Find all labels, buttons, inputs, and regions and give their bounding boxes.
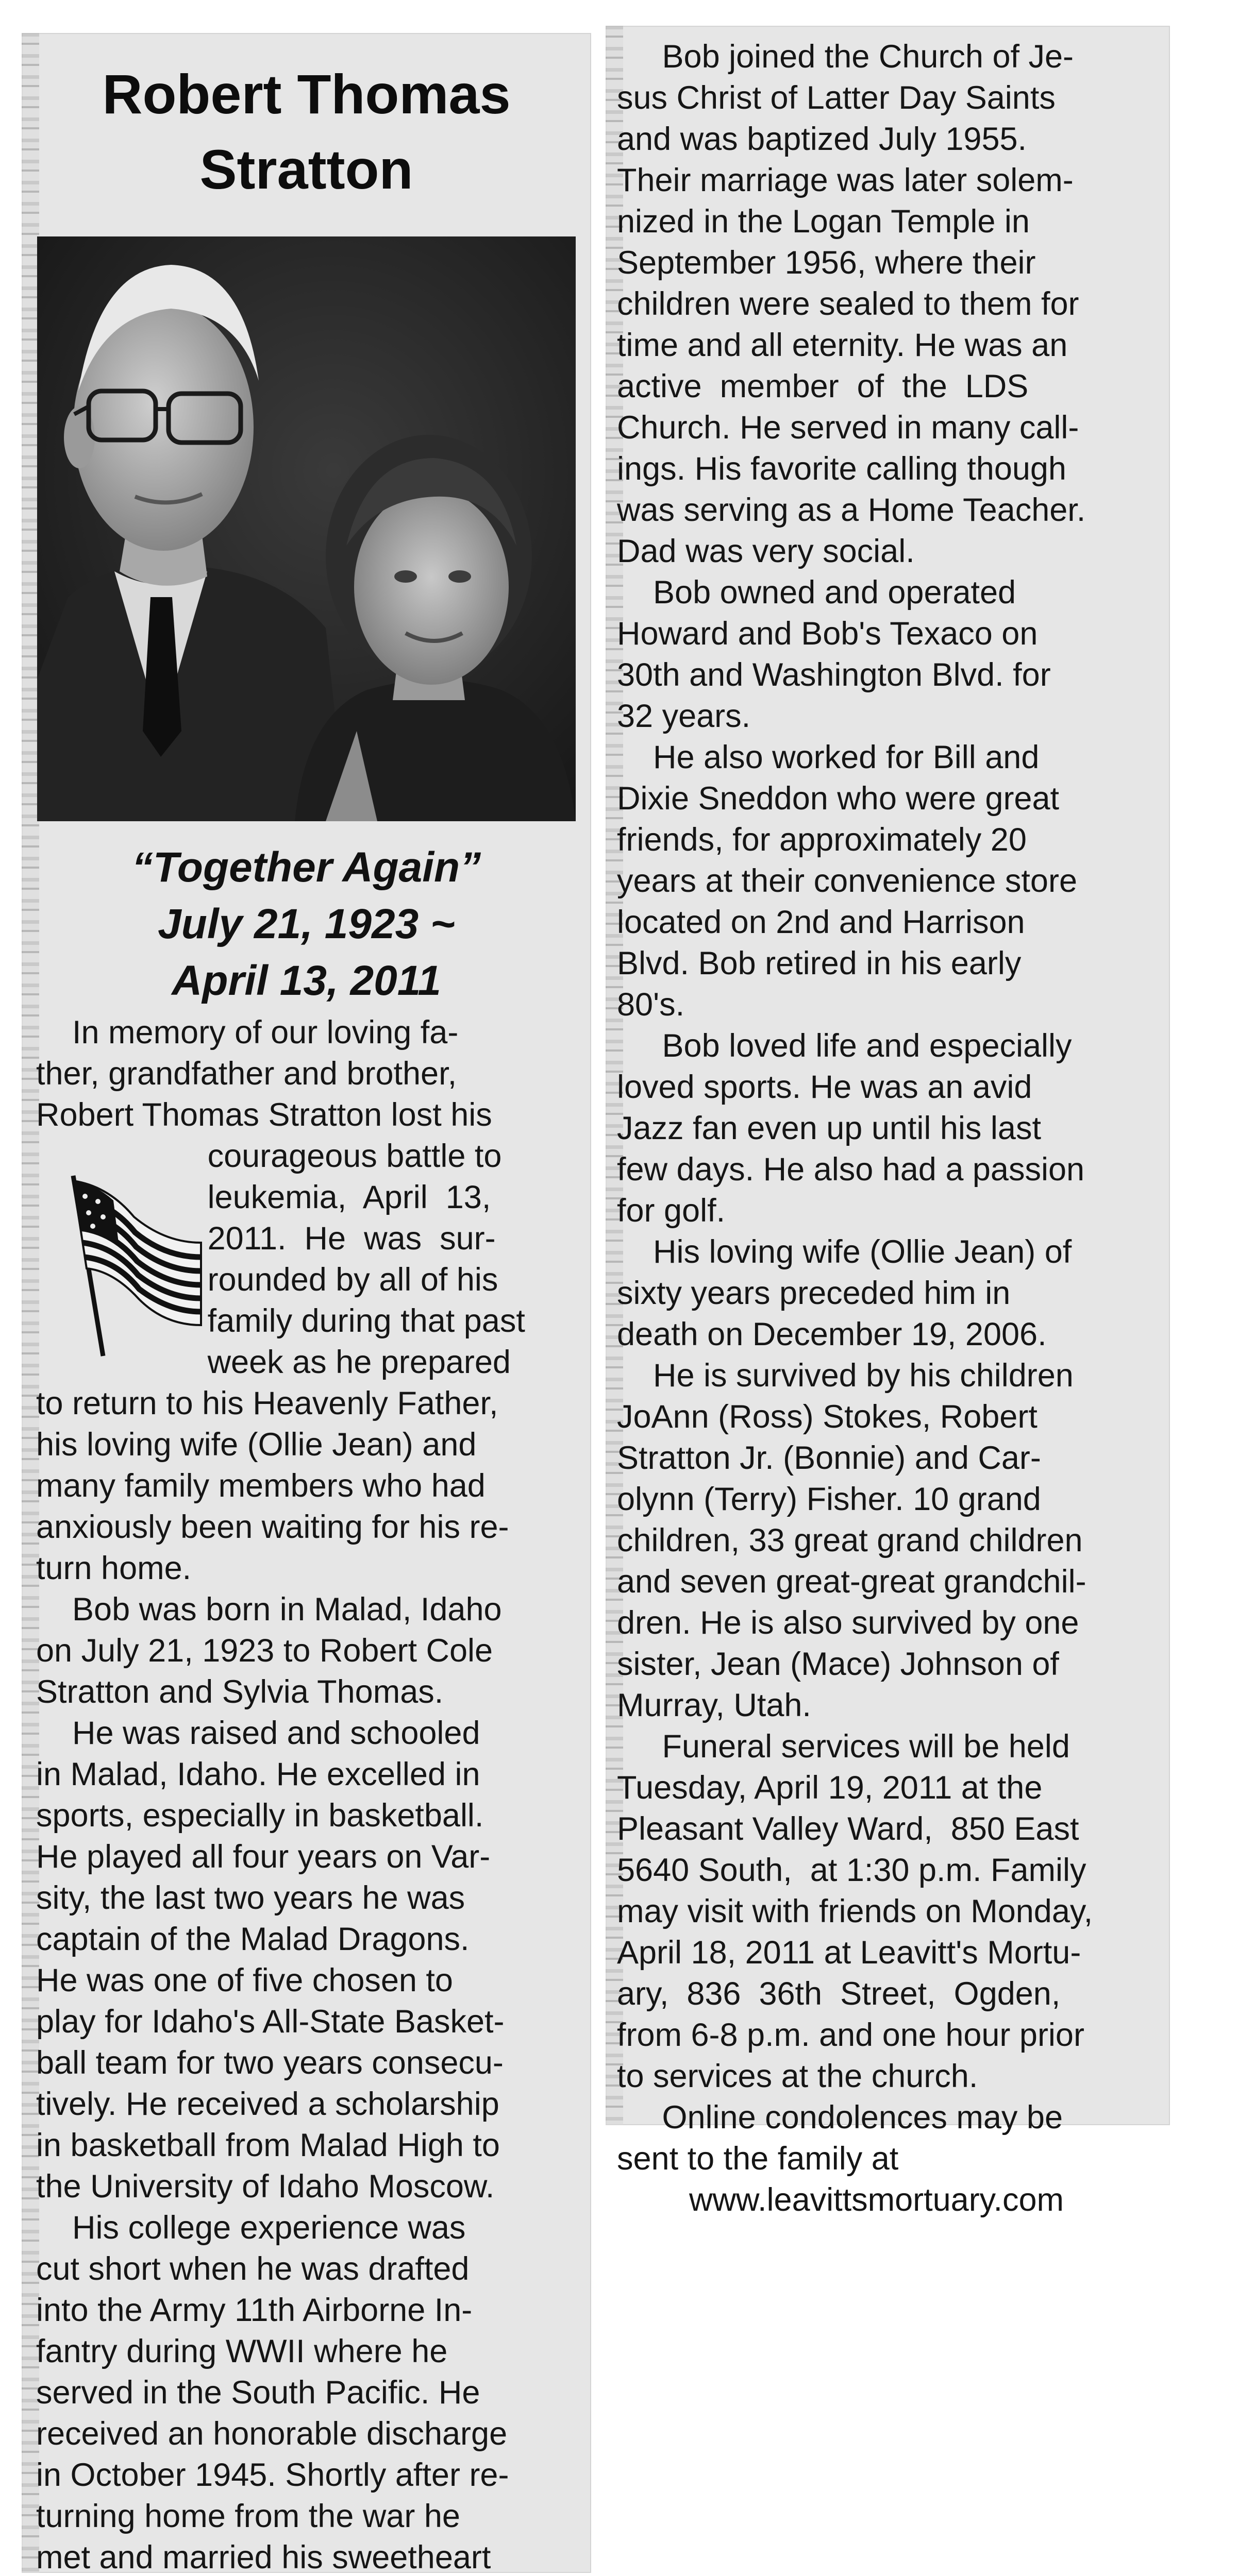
text-line: in October 1945. Shortly after re- xyxy=(36,2457,509,2493)
text-line: anxiously been waiting for his re- xyxy=(36,1509,509,1545)
text-line: was serving as a Home Teacher. xyxy=(617,492,1086,528)
text-line: olynn (Terry) Fisher. 10 grand xyxy=(617,1481,1041,1517)
text-line: children were sealed to them for xyxy=(617,286,1079,322)
text-line: tively. He received a scholarship xyxy=(36,2086,499,2122)
text-line: turn home. xyxy=(36,1550,192,1586)
text-line: Bob was born in Malad, Idaho xyxy=(36,1591,502,1628)
text-line: He also worked for Bill and xyxy=(617,739,1040,775)
subtitle-line: July 21, 1923 ~ xyxy=(158,901,455,947)
text-line: and seven great-great grandchil- xyxy=(617,1564,1086,1600)
text-line: to services at the church. xyxy=(617,2058,978,2094)
text-line: Bob joined the Church of Je- xyxy=(617,39,1074,75)
text-line: He was raised and schooled xyxy=(36,1715,480,1751)
text-line: active member of the LDS xyxy=(617,368,1029,404)
text-line: April 18, 2011 at Leavitt's Mortu- xyxy=(617,1935,1081,1971)
text-line: sent to the family at xyxy=(617,2141,899,2177)
text-line: sus Christ of Latter Day Saints xyxy=(617,80,1056,116)
text-line: Bob owned and operated xyxy=(617,574,1016,611)
text-line: Their marriage was later solem- xyxy=(617,162,1074,198)
text-line: captain of the Malad Dragons. xyxy=(36,1921,470,1957)
text-line: Dixie Sneddon who were great xyxy=(617,781,1060,817)
text-line: in Malad, Idaho. He excelled in xyxy=(36,1756,480,1792)
text-line: Blvd. Bob retired in his early xyxy=(617,945,1022,981)
text-line: turning home from the war he xyxy=(36,2498,460,2534)
text-line: on July 21, 1923 to Robert Cole xyxy=(36,1633,493,1669)
right-column-text xyxy=(617,36,1163,2221)
text-line: ther, grandfather and brother, xyxy=(36,1056,457,1092)
text-line: September 1956, where their xyxy=(617,245,1036,281)
text-line: He is survived by his children xyxy=(617,1358,1074,1394)
text-line: ary, 836 36th Street, Ogden, xyxy=(617,1976,1061,2012)
title-line: Stratton xyxy=(199,138,413,200)
text-line: children, 33 great grand children xyxy=(617,1522,1083,1558)
text-line: years at their convenience store xyxy=(617,863,1077,899)
title-line: Robert Thomas xyxy=(102,63,511,125)
text-line: 30th and Washington Blvd. for xyxy=(617,657,1051,693)
text-line: nized in the Logan Temple in xyxy=(617,204,1030,240)
subtitle-line: “Together Again” xyxy=(131,844,481,891)
text-line: death on December 19, 2006. xyxy=(617,1316,1047,1352)
text-line: family during that past xyxy=(36,1303,525,1339)
text-line: loved sports. He was an avid xyxy=(617,1069,1032,1105)
text-line: Funeral services will be held xyxy=(617,1728,1070,1765)
text-line: play for Idaho's All-State Basket- xyxy=(36,2004,505,2040)
text-line: cut short when he was drafted xyxy=(36,2251,470,2287)
text-line: received an honorable discharge xyxy=(36,2416,508,2452)
text-line: Tuesday, April 19, 2011 at the xyxy=(617,1770,1043,1806)
text-line: rounded by all of his xyxy=(36,1262,498,1298)
text-line: Jazz fan even up until his last xyxy=(617,1110,1041,1146)
obituary-title xyxy=(22,57,591,207)
text-line: 5640 South, at 1:30 p.m. Family xyxy=(617,1852,1086,1888)
subtitle-line: April 13, 2011 xyxy=(172,957,441,1004)
text-line: He played all four years on Var- xyxy=(36,1839,491,1875)
text-line: Stratton Jr. (Bonnie) and Car- xyxy=(617,1440,1041,1476)
text-line: 80's. xyxy=(617,987,685,1023)
text-line: JoAnn (Ross) Stokes, Robert xyxy=(617,1399,1038,1435)
text-line: his loving wife (Ollie Jean) and xyxy=(36,1427,477,1463)
text-line: dren. He is also survived by one xyxy=(617,1605,1079,1641)
text-line: Stratton and Sylvia Thomas. xyxy=(36,1674,444,1710)
text-line: met and married his sweetheart xyxy=(36,2539,491,2575)
obituary-right-column xyxy=(606,26,1170,2218)
text-line: few days. He also had a passion xyxy=(617,1151,1085,1188)
text-line: in basketball from Malad High to xyxy=(36,2127,500,2163)
text-line: may visit with friends on Monday, xyxy=(617,1893,1093,1929)
text-line: many family members who had xyxy=(36,1468,486,1504)
text-line: www.leavittsmortuary.com xyxy=(617,2182,1064,2218)
text-line: from 6-8 p.m. and one hour prior xyxy=(617,2017,1084,2053)
text-line: time and all eternity. He was an xyxy=(617,327,1068,363)
text-line: 2011. He was sur- xyxy=(36,1221,496,1257)
text-line: Murray, Utah. xyxy=(617,1687,811,1723)
text-line: Church. He served in many call- xyxy=(617,410,1079,446)
text-line: He was one of five chosen to xyxy=(36,1962,453,1998)
text-line: Bob loved life and especially xyxy=(617,1028,1072,1064)
text-line: sity, the last two years he was xyxy=(36,1880,465,1916)
text-line: located on 2nd and Harrison xyxy=(617,904,1025,940)
text-line: friends, for approximately 20 xyxy=(617,822,1027,858)
text-line: ings. His favorite calling though xyxy=(617,451,1066,487)
text-line: and was baptized July 1955. xyxy=(617,121,1027,157)
text-line: Pleasant Valley Ward, 850 East xyxy=(617,1811,1079,1847)
text-line: ball team for two years consecu- xyxy=(36,2045,504,2081)
left-column-text xyxy=(36,1012,582,2576)
text-line: sixty years preceded him in xyxy=(617,1275,1011,1311)
text-line: Howard and Bob's Texaco on xyxy=(617,616,1038,652)
text-line: In memory of our loving fa- xyxy=(36,1014,459,1050)
couple-photo-image xyxy=(37,236,576,821)
memorial-dates xyxy=(22,839,591,1009)
text-line: sports, especially in basketball. xyxy=(36,1798,484,1834)
text-line: to return to his Heavenly Father, xyxy=(36,1385,498,1421)
text-line: fantry during WWII where he xyxy=(36,2333,448,2369)
text-line: His loving wife (Ollie Jean) of xyxy=(617,1234,1072,1270)
text-line: leukemia, April 13, xyxy=(36,1179,491,1215)
text-line: for golf. xyxy=(617,1193,726,1229)
text-line: served in the South Pacific. He xyxy=(36,2375,480,2411)
text-line: the University of Idaho Moscow. xyxy=(36,2168,495,2205)
text-line: Online condolences may be xyxy=(617,2099,1063,2136)
text-line: His college experience was xyxy=(36,2210,466,2246)
text-line: courageous battle to xyxy=(36,1138,502,1174)
couple-photo xyxy=(37,236,576,821)
obituary-left-column xyxy=(22,33,591,2573)
text-line: 32 years. xyxy=(617,698,751,734)
text-line: sister, Jean (Mace) Johnson of xyxy=(617,1646,1059,1682)
text-line: week as he prepared xyxy=(36,1344,511,1380)
text-line: Dad was very social. xyxy=(617,533,915,569)
text-line: Robert Thomas Stratton lost his xyxy=(36,1097,492,1133)
text-line: into the Army 11th Airborne In- xyxy=(36,2292,473,2328)
